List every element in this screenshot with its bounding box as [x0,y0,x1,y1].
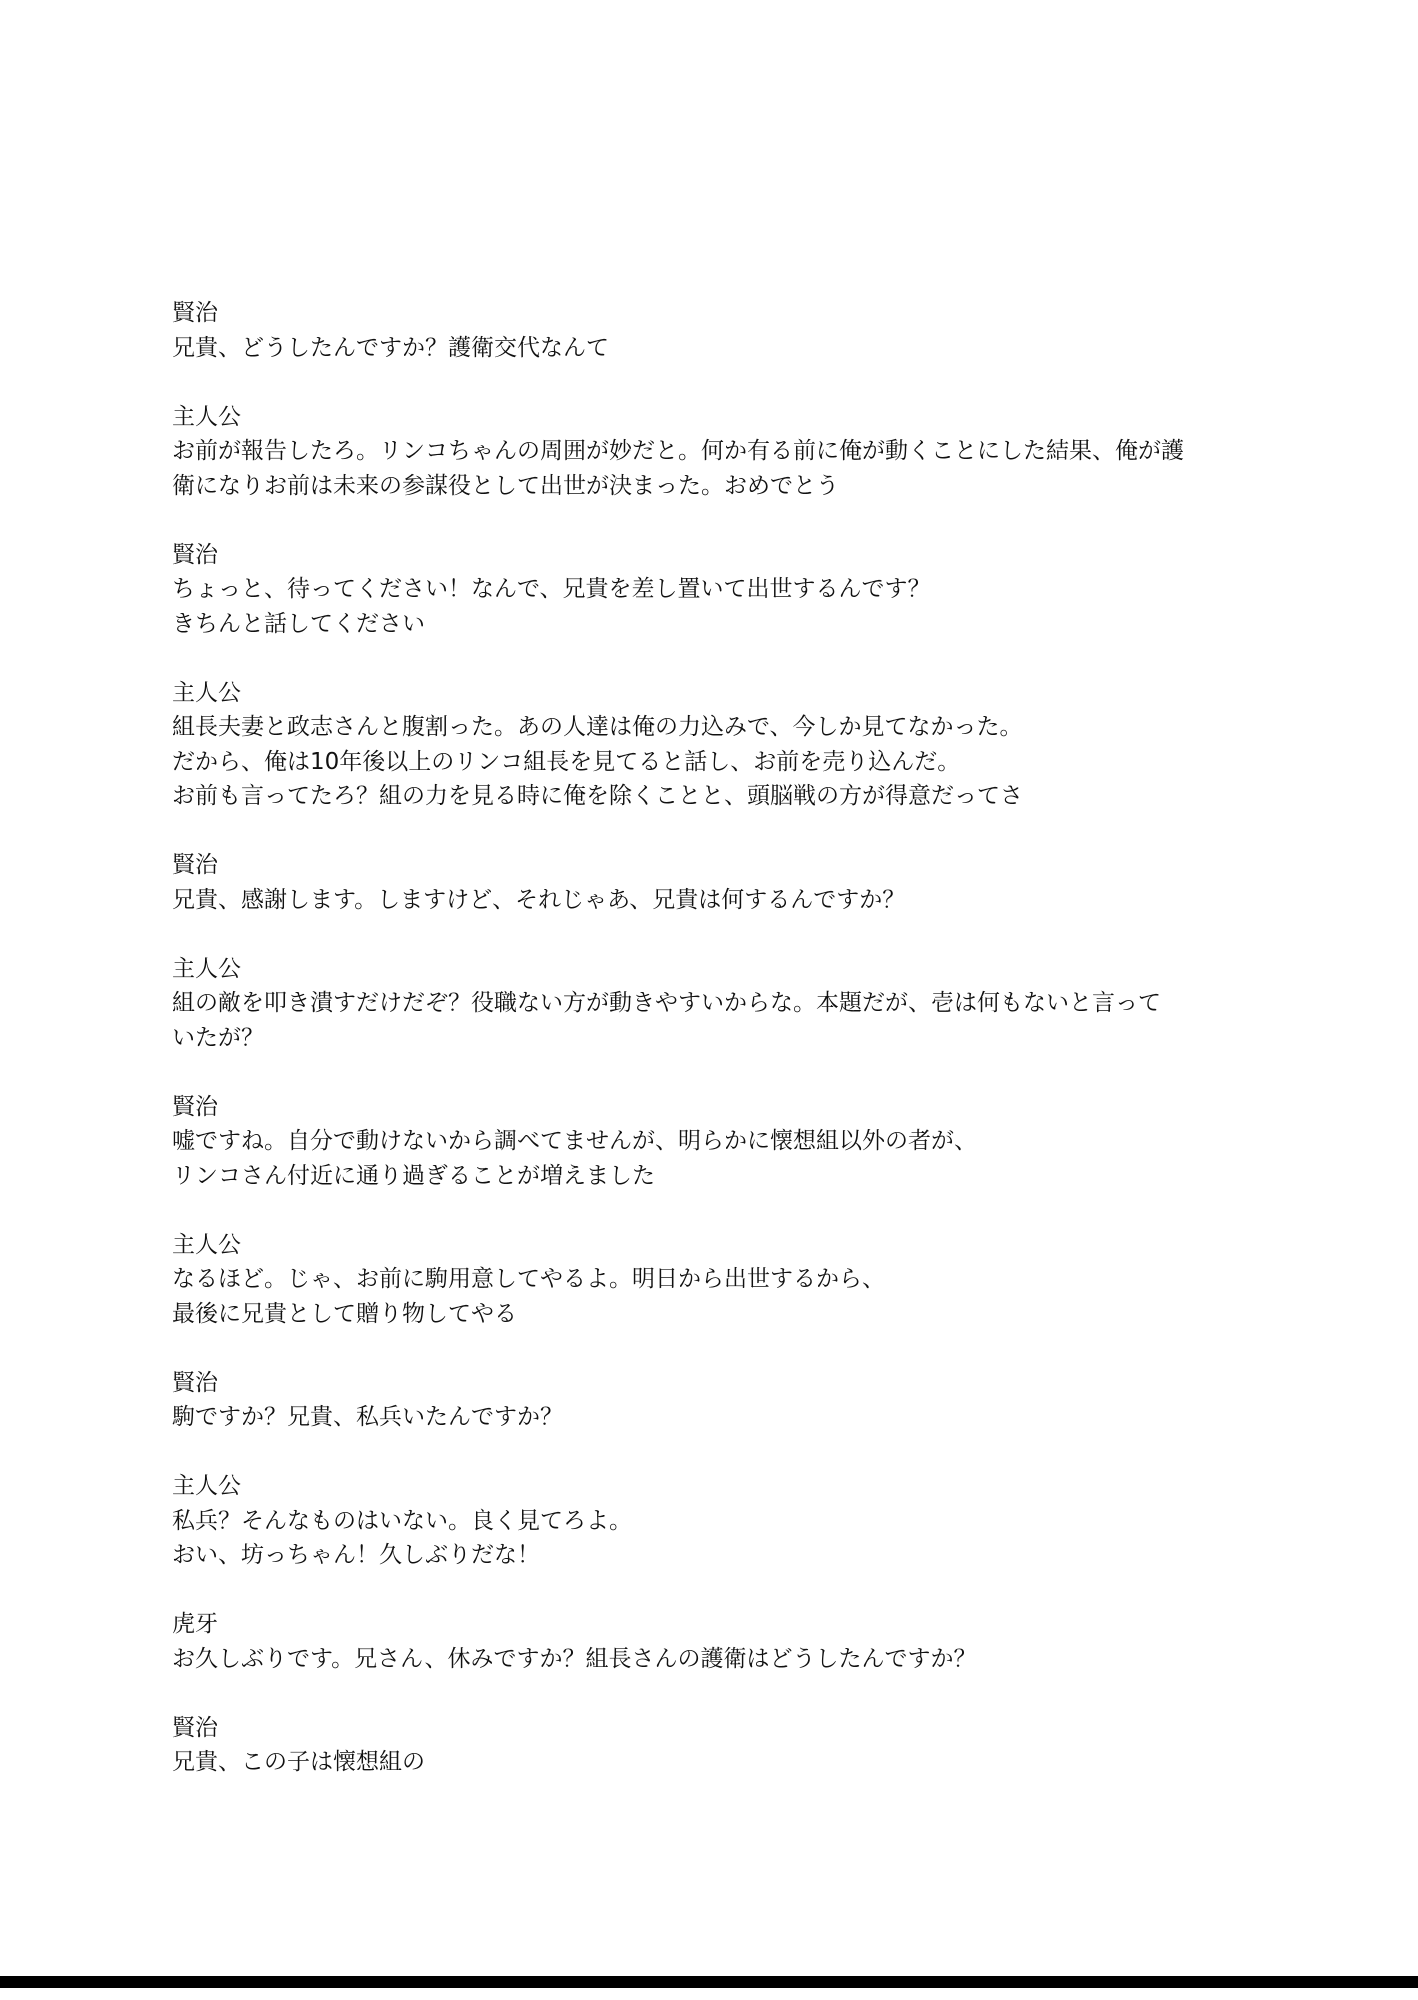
dialogue-block [172,1607,1292,1676]
dialogue-line: 組の敵を叩き潰すだけだぞ？役職ない方が動きやすいからな。本題だが、壱は何もないと言って [172,990,1161,1016]
speaker-name: 主人公 [172,679,241,706]
speaker-name: 主人公 [172,955,241,982]
speaker-name: 虎牙 [172,1611,218,1637]
dialogue-line: 最後に兄貴として贈り物してやる [172,1300,517,1327]
speaker-name: 賢治 [172,852,218,878]
dialogue-block [172,952,1292,1056]
dialogue-line: ちょっと、待ってください！なんで、兄貴を差し置いて出世するんです？ [172,576,931,602]
dialogue-block [172,1711,1292,1780]
speaker-name: 賢治 [172,300,218,326]
speaker-name: 賢治 [172,1093,218,1120]
dialogue-block [172,400,1292,504]
dialogue-line: リンコさん付近に通り過ぎることが増えました [172,1162,655,1189]
dialogue-block [172,1469,1292,1573]
dialogue-block [172,676,1292,814]
dialogue-line: きちんと話してください [172,610,425,637]
dialogue-line: いたが？ [172,1024,264,1051]
dialogue-block [172,1090,1292,1194]
dialogue-line: 兄貴、この子は懐想組の [172,1749,425,1775]
speaker-name: 主人公 [172,1231,241,1258]
dialogue-block [172,1366,1292,1435]
dialogue-line: 兄貴、感謝します。しますけど、それじゃあ、兄貴は何するんですか？ [172,886,906,913]
dialogue-block [172,296,1292,365]
speaker-name: 主人公 [172,403,241,430]
dialogue-line: 駒ですか？兄貴、私兵いたんですか？ [172,1404,563,1430]
dialogue-line: 組長夫妻と政志さんと腹割った。あの人達は俺の力込みで、今しか見てなかった。 [172,714,1023,740]
speaker-name: 賢治 [172,1714,218,1741]
dialogue-line: おい、坊っちゃん！久しぶりだな！ [172,1542,540,1568]
script-body [172,296,1292,1814]
speaker-name: 主人公 [172,1473,241,1499]
speaker-name: 賢治 [172,541,218,568]
dialogue-line: 嘘ですね。自分で動けないから調べてませんが、明らかに懐想組以外の者が、 [172,1128,977,1154]
dialogue-line: お前も言ってたろ？組の力を見る時に俺を除くことと、頭脳戦の方が得意だってさ [172,783,1023,809]
dialogue-block [172,848,1292,917]
dialogue-line: お久しぶりです。兄さん、休みですか？組長さんの護衛はどうしたんですか？ [172,1645,977,1672]
dialogue-line: 衛になりお前は未来の参謀役として出世が決まった。おめでとう [172,472,839,499]
dialogue-block [172,1228,1292,1332]
dialogue-line: だから、俺は10年後以上のリンコ組長を見てると話し、お前を売り込んだ。 [172,748,961,775]
dialogue-line: 兄貴、どうしたんですか？護衛交代なんて [172,334,609,361]
dialogue-block [172,538,1292,642]
speaker-name: 賢治 [172,1369,218,1396]
dialogue-line: お前が報告したろ。リンコちゃんの周囲が妙だと。何か有る前に俺が動くことにした結果、俺が護 [172,438,1184,464]
dialogue-line: 私兵？そんなものはいない。良く見てろよ。 [172,1507,632,1534]
dialogue-line: なるほど。じゃ、お前に駒用意してやるよ。明日から出世するから、 [172,1266,885,1292]
bottom-border [0,1976,1418,1988]
